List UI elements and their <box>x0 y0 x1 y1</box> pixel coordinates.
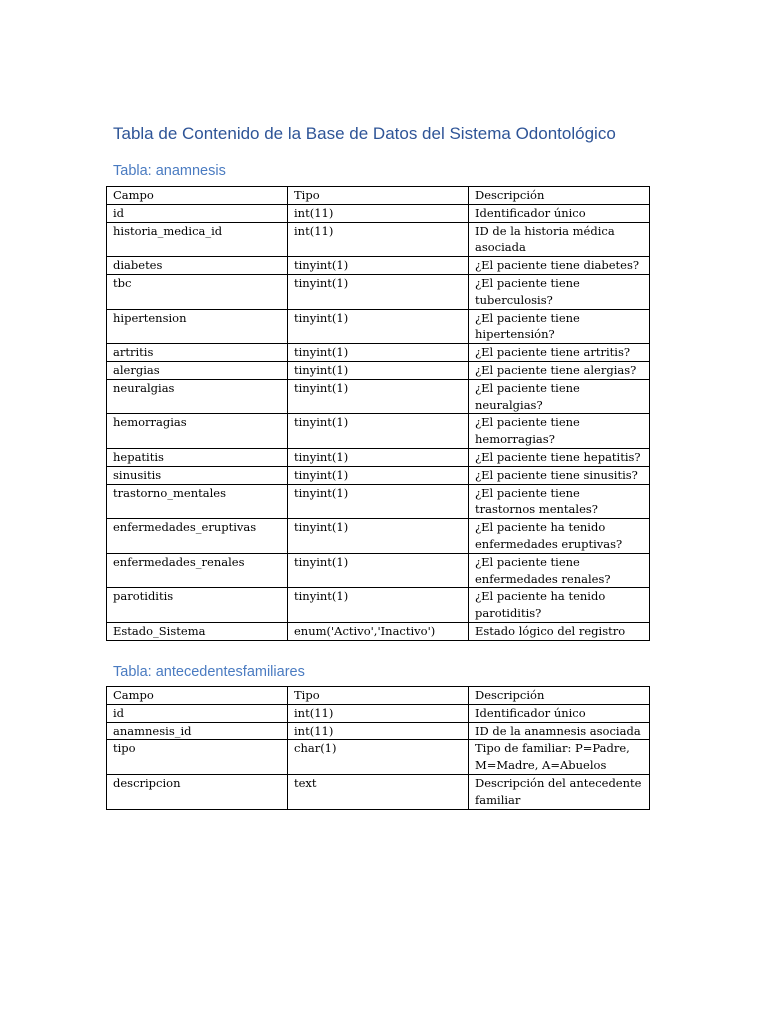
column-header-tipo: Tipo <box>288 687 469 705</box>
column-header-tipo: Tipo <box>288 187 469 205</box>
table-row <box>107 344 650 362</box>
cell-tipo: tinyint(1) <box>288 588 469 623</box>
table-row <box>107 588 650 623</box>
cell-tipo: int(11) <box>288 222 469 257</box>
cell-descripcion: Identificador único <box>469 704 650 722</box>
cell-campo: tbc <box>107 274 288 309</box>
cell-tipo: tinyint(1) <box>288 344 469 362</box>
table-row <box>107 222 650 257</box>
document-title: Tabla de Contenido de la Base de Datos del Sistema Odontológico <box>113 124 616 143</box>
table-row <box>107 484 650 519</box>
cell-tipo: int(11) <box>288 204 469 222</box>
cell-tipo: tinyint(1) <box>288 553 469 588</box>
cell-campo: neuralgias <box>107 379 288 414</box>
cell-tipo: tinyint(1) <box>288 257 469 275</box>
cell-tipo: char(1) <box>288 740 469 775</box>
cell-descripcion: Identificador único <box>469 204 650 222</box>
cell-campo: trastorno_mentales <box>107 484 288 519</box>
cell-campo: alergias <box>107 361 288 379</box>
cell-descripcion: ¿El paciente tiene hepatitis? <box>469 448 650 466</box>
column-header-campo: Campo <box>107 687 288 705</box>
cell-campo: Estado_Sistema <box>107 622 288 640</box>
table-row <box>107 361 650 379</box>
cell-tipo: enum('Activo','Inactivo') <box>288 622 469 640</box>
table-row <box>107 257 650 275</box>
cell-tipo: tinyint(1) <box>288 309 469 344</box>
cell-tipo: tinyint(1) <box>288 466 469 484</box>
cell-campo: enfermedades_renales <box>107 553 288 588</box>
cell-tipo: int(11) <box>288 704 469 722</box>
table-row <box>107 704 650 722</box>
cell-campo: hemorragias <box>107 414 288 449</box>
cell-descripcion: Estado lógico del registro <box>469 622 650 640</box>
table-row <box>107 204 650 222</box>
table-row <box>107 722 650 740</box>
table-row <box>107 466 650 484</box>
column-header-campo: Campo <box>107 187 288 205</box>
cell-descripcion: Tipo de familiar: P=Padre, M=Madre, A=Abuelos <box>469 740 650 775</box>
cell-descripcion: ¿El paciente tiene hemorragias? <box>469 414 650 449</box>
cell-descripcion: ¿El paciente tiene diabetes? <box>469 257 650 275</box>
cell-descripcion: ¿El paciente tiene neuralgias? <box>469 379 650 414</box>
table-row <box>107 622 650 640</box>
cell-descripcion: ¿El paciente ha tenido parotiditis? <box>469 588 650 623</box>
table-row <box>107 519 650 554</box>
cell-campo: descripcion <box>107 774 288 809</box>
cell-campo: sinusitis <box>107 466 288 484</box>
table-header-row <box>107 187 650 205</box>
cell-tipo: int(11) <box>288 722 469 740</box>
column-header-descripcion: Descripción <box>469 187 650 205</box>
cell-descripcion: ID de la historia médica asociada <box>469 222 650 257</box>
cell-tipo: tinyint(1) <box>288 361 469 379</box>
cell-campo: parotiditis <box>107 588 288 623</box>
table-row <box>107 774 650 809</box>
cell-tipo: tinyint(1) <box>288 484 469 519</box>
table-heading-anamnesis: Tabla: anamnesis <box>113 163 226 179</box>
table-row <box>107 379 650 414</box>
cell-tipo: text <box>288 774 469 809</box>
cell-campo: enfermedades_eruptivas <box>107 519 288 554</box>
table-heading-antecedentesfamiliares: Tabla: antecedentesfamiliares <box>113 664 305 680</box>
cell-campo: historia_medica_id <box>107 222 288 257</box>
cell-campo: id <box>107 204 288 222</box>
table-row <box>107 553 650 588</box>
cell-descripcion: ¿El paciente tiene hipertensión? <box>469 309 650 344</box>
cell-tipo: tinyint(1) <box>288 379 469 414</box>
cell-tipo: tinyint(1) <box>288 519 469 554</box>
table-row <box>107 274 650 309</box>
schema-table-antecedentesfamiliares <box>106 686 650 810</box>
cell-campo: hipertension <box>107 309 288 344</box>
cell-descripcion: ¿El paciente tiene sinusitis? <box>469 466 650 484</box>
cell-campo: artritis <box>107 344 288 362</box>
cell-tipo: tinyint(1) <box>288 274 469 309</box>
cell-campo: anamnesis_id <box>107 722 288 740</box>
cell-tipo: tinyint(1) <box>288 448 469 466</box>
cell-campo: hepatitis <box>107 448 288 466</box>
table-row <box>107 309 650 344</box>
cell-campo: id <box>107 704 288 722</box>
cell-descripcion: ¿El paciente tiene trastornos mentales? <box>469 484 650 519</box>
cell-tipo: tinyint(1) <box>288 414 469 449</box>
table-row <box>107 740 650 775</box>
cell-descripcion: ¿El paciente tiene artritis? <box>469 344 650 362</box>
cell-campo: diabetes <box>107 257 288 275</box>
cell-campo: tipo <box>107 740 288 775</box>
table-row <box>107 414 650 449</box>
schema-table-anamnesis <box>106 186 650 641</box>
cell-descripcion: ¿El paciente ha tenido enfermedades eruptivas? <box>469 519 650 554</box>
cell-descripcion: ID de la anamnesis asociada <box>469 722 650 740</box>
table-header-row <box>107 687 650 705</box>
column-header-descripcion: Descripción <box>469 687 650 705</box>
cell-descripcion: Descripción del antecedente familiar <box>469 774 650 809</box>
cell-descripcion: ¿El paciente tiene tuberculosis? <box>469 274 650 309</box>
table-row <box>107 448 650 466</box>
cell-descripcion: ¿El paciente tiene alergias? <box>469 361 650 379</box>
cell-descripcion: ¿El paciente tiene enfermedades renales? <box>469 553 650 588</box>
